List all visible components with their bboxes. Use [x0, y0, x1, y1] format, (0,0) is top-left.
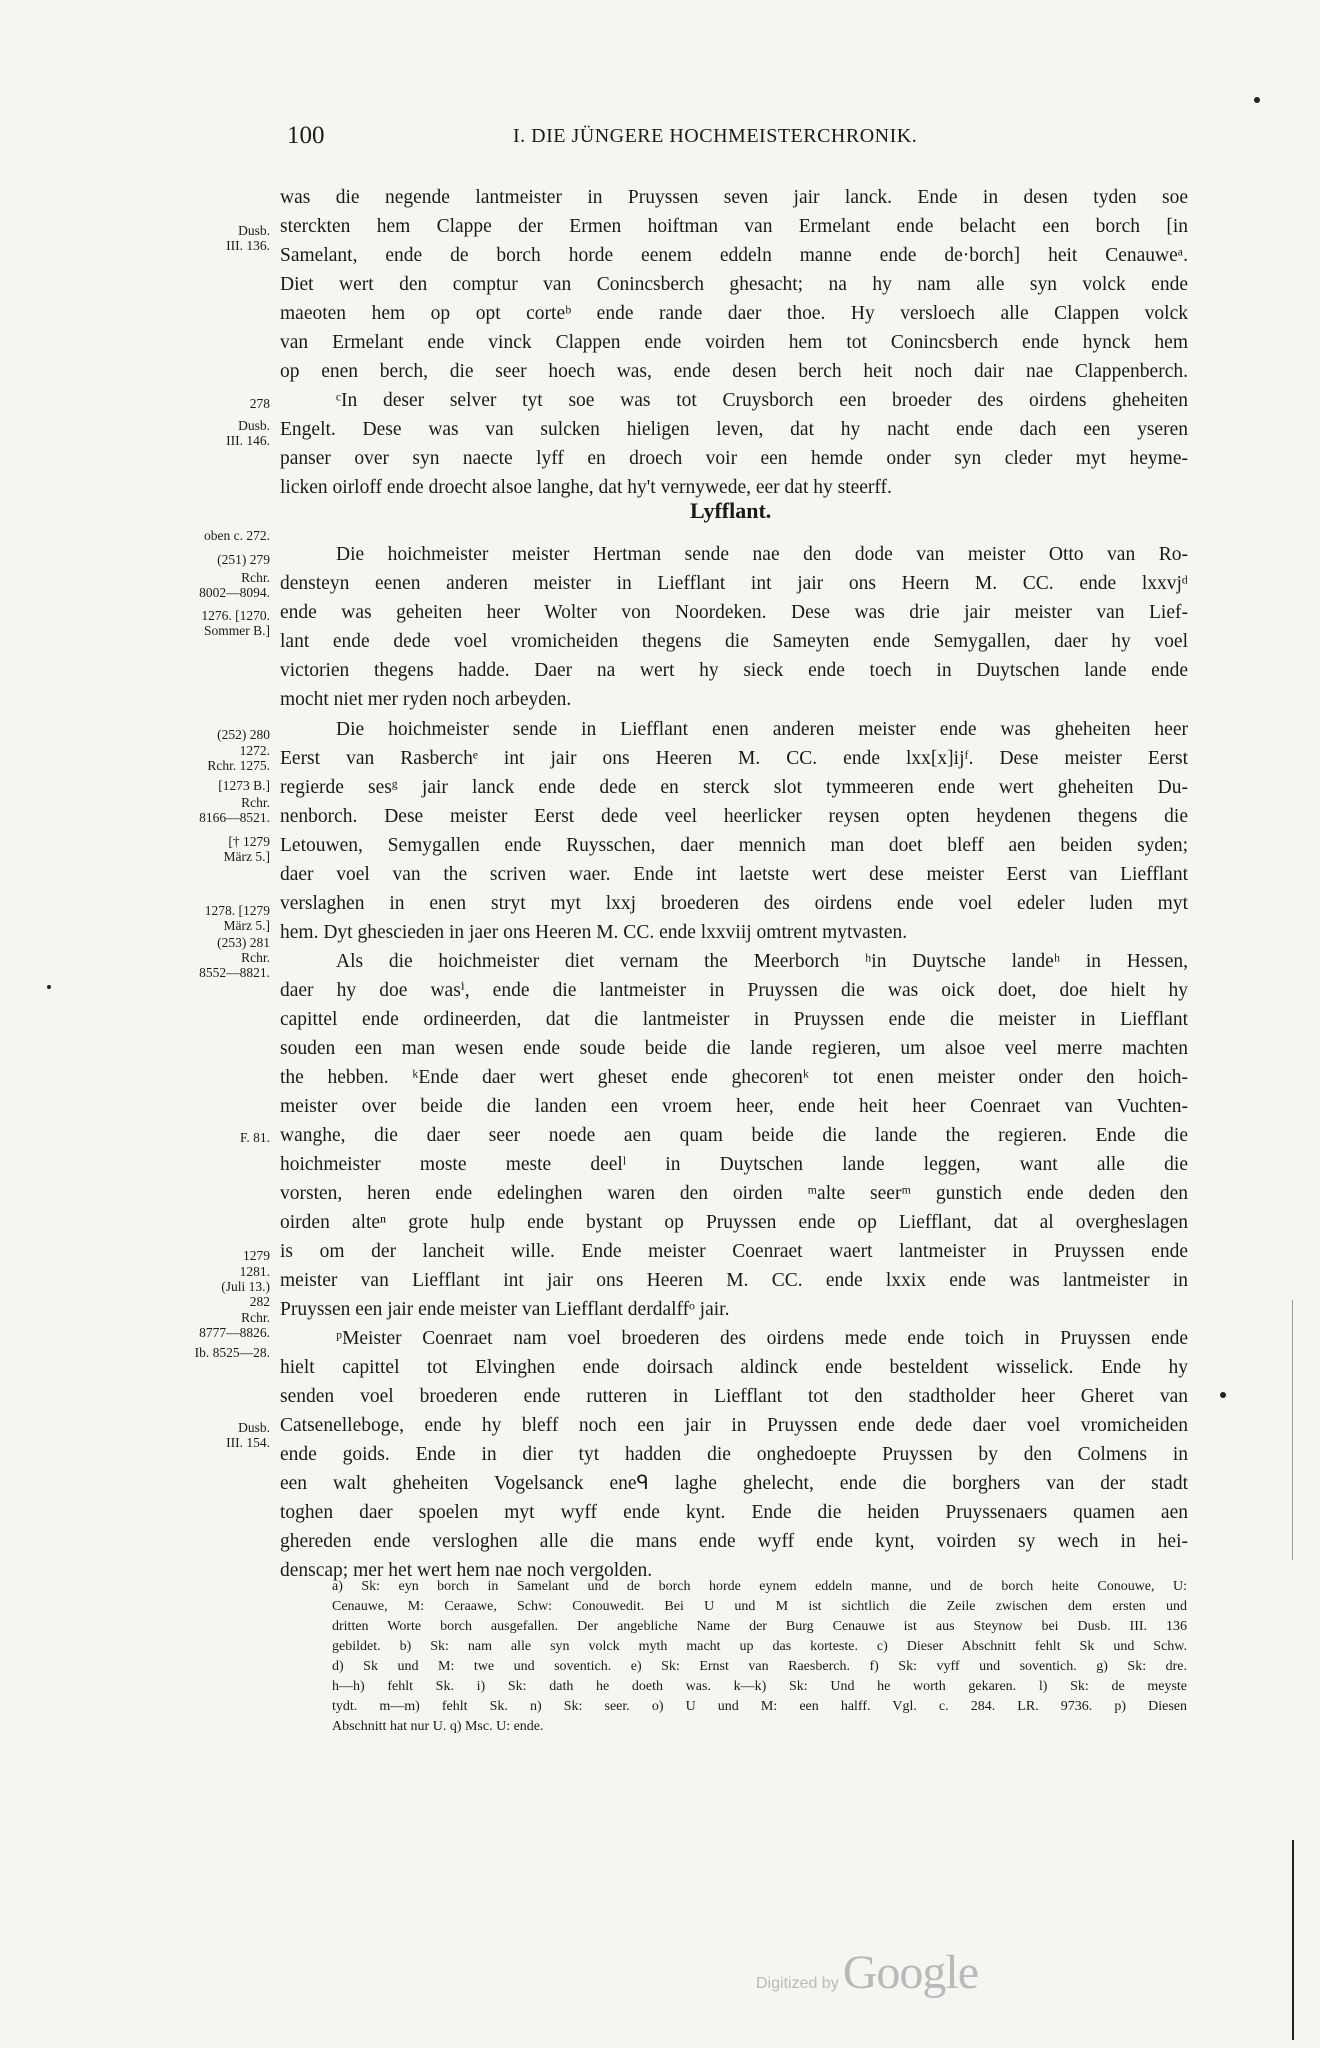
body-line: Pruyssen een jair ende meister van Liefflant derdalffᵒ jair.: [280, 1299, 730, 1320]
body-line: panser over syn naecte lyff en droech voir een hemde onder syn cleder myt heyme-: [280, 448, 1188, 469]
margin-note: F. 81.: [239, 1130, 270, 1145]
body-line: is om der lancheit wille. Ende meister Coenraet waert lantmeister in Pruyssen ende: [280, 1241, 1188, 1262]
digitized-watermark: [756, 1945, 978, 2000]
body-line: hoichmeister moste meste deelˡ in Duytschen lande leggen, want alle die: [280, 1154, 1188, 1175]
footnote-line: h—h) fehlt Sk. i) Sk: dath he doeth was. k—k) Sk: Und he worth gekaren. l) Sk: de meyste: [332, 1679, 1187, 1694]
body-line: lant ende dede voel vromicheiden thegens die Sameyten ende Semygallen, daer hy voel: [280, 631, 1188, 652]
body-line: ende goids. Ende in dier tyt hadden die onghedoepte Pruyssen by den Colmens in: [280, 1444, 1188, 1465]
margin-note: Rchr. 8166—8521.: [199, 795, 270, 825]
body-line: een walt gheheiten Vogelsanck eneᑫ laghe ghelecht, ende die borghers van der stadt: [280, 1473, 1188, 1494]
page-number: 100: [287, 122, 325, 149]
footnote-line: tydt. m—m) fehlt Sk. n) Sk: seer. o) U und M: een halff. Vgl. c. 284. LR. 9736. p) Diesen: [332, 1699, 1187, 1714]
body-line: mocht niet mer ryden noch arbeyden.: [280, 689, 572, 710]
footnote-line: Abschnitt hat nur U. q) Msc. U: ende.: [332, 1719, 544, 1734]
margin-note: 278: [249, 396, 270, 411]
footnote-line: a) Sk: eyn borch in Samelant und de borch horde eynem eddeln manne, und de borch heite Conouwe, U:: [332, 1579, 1187, 1594]
margin-note: 1281. (Juli 13.) 282: [221, 1264, 270, 1309]
body-line: daer hy doe wasⁱ, ende die lantmeister in Pruyssen die was oick doet, doe hielt hy: [280, 980, 1188, 1001]
body-line: Engelt. Dese was van sulcken hieligen leven, dat hy nacht ende dach een yseren: [280, 419, 1188, 440]
body-line: oirden alteⁿ grote hulp ende bystant op Pruyssen ende op Liefflant, dat al overgheslagen: [280, 1212, 1188, 1233]
body-line: Die hoichmeister meister Hertman sende nae den dode van meister Otto van Ro-: [336, 544, 1188, 565]
footnote-line: d) Sk und M: twe und soventich. e) Sk: Ernst van Raesberch. f) Sk: vyff und soventich. g) Sk: dre.: [332, 1659, 1187, 1674]
body-line: victorien thegens hadde. Daer na wert hy sieck ende toech in Duytschen lande ende: [280, 660, 1188, 681]
body-line: Catsenelleboge, ende hy bleff noch een jair in Pruyssen ende dede daer voel vromicheiden: [280, 1415, 1188, 1436]
margin-note: [1273 B.]: [218, 778, 270, 793]
footnote-line: dritten Worte borch ausgefallen. Der angebliche Name der Burg Cenauwe ist aus Steynow bei Dusb. III. 136: [332, 1619, 1187, 1634]
margin-note: (251) 279: [217, 552, 270, 567]
margin-note: 1279: [243, 1248, 270, 1263]
body-line: meister van Liefflant int jair ons Heeren M. CC. ende lxxix ende was lantmeister in: [280, 1270, 1188, 1291]
body-line: Samelant, ende de borch horde eenem eddeln manne ende de·borch] heit Cenauweᵃ.: [280, 245, 1188, 266]
body-line: the hebben. ᵏEnde daer wert gheset ende ghecorenᵏ tot enen meister onder den hoich-: [280, 1067, 1188, 1088]
body-line: Diet wert den comptur van Conincsberch ghesacht; na hy nam alle syn volck ende: [280, 274, 1188, 295]
body-line: senden voel broederen ende rutteren in Liefflant tot den stadtholder heer Gheret van: [280, 1386, 1188, 1407]
body-line: regierde sesᵍ jair lanck ende dede en sterck slot tymmeeren ende wert gheheiten Du-: [280, 777, 1188, 798]
scan-speck: [47, 985, 51, 989]
body-line: Die hoichmeister sende in Liefflant enen anderen meister ende was gheheiten heer: [336, 719, 1188, 740]
body-line: ghereden ende versloghen alle die mans ende wyff ende kynt, voirden sy wech in hei-: [280, 1531, 1188, 1552]
body-line: was die negende lantmeister in Pruyssen seven jair lanck. Ende in desen tyden soe: [280, 187, 1188, 208]
margin-note: 1278. [1279 März 5.]: [204, 903, 270, 933]
running-head: I. DIE JÜNGERE HOCHMEISTERCHRONIK.: [513, 125, 918, 147]
body-line: van Ermelant ende vinck Clappen ende voirden hem tot Conincsberch ende hynck hem: [280, 332, 1188, 353]
body-line: op enen berch, die seer hoech was, ende desen berch heit noch dair nae Clappenberch.: [280, 361, 1188, 382]
body-line: denscap; mer het wert hem nae noch vergolden.: [280, 1560, 653, 1581]
margin-bullet: [1220, 1392, 1226, 1398]
body-line: meister over beide die landen een vroem heer, ende heit heer Coenraet van Vuchten-: [280, 1096, 1188, 1117]
body-line: verslaghen in enen stryt myt lxxj broederen des oirdens ende voel edeler luden myt: [280, 893, 1188, 914]
body-line: Als die hoichmeister diet vernam the Meerborch ʰin Duytsche landeʰ in Hessen,: [336, 951, 1188, 972]
margin-note: Dusb. III. 146.: [226, 418, 270, 448]
footnote-line: Cenauwe, M: Ceraawe, Schw: Conouwedit. Bei U und M ist sichtlich die Zeile zwischen dem ersten und: [332, 1599, 1187, 1614]
body-line: toghen daer spoelen myt wyff ende kynt. Ende die heiden Pruyssenaers quamen aen: [280, 1502, 1188, 1523]
body-line: daer voel van the scriven waer. Ende int laetste wert dese meister Eerst van Liefflant: [280, 864, 1188, 885]
body-line: nenborch. Dese meister Eerst dede veel heerlicker reysen opten heydenen thegens die: [280, 806, 1188, 827]
body-line: vorsten, heren ende edelinghen waren den oirden ᵐalte seerᵐ gunstich ende deden den: [280, 1183, 1188, 1204]
body-line: licken oirloff ende droecht alsoe langhe, dat hy't vernywede, eer dat hy steerff.: [280, 477, 892, 498]
body-line: wanghe, die daer seer noede aen quam beide die lande the regieren. Ende die: [280, 1125, 1188, 1146]
margin-note: Dusb. III. 154.: [226, 1420, 270, 1450]
margin-note: 1272. Rchr. 1275.: [207, 743, 270, 773]
body-line: souden een man wesen ende soude beide die lande regieren, um alsoe veel merre machten: [280, 1038, 1188, 1059]
body-line: capittel ende ordineerden, dat die lantmeister in Pruyssen ende die meister in Liefflant: [280, 1009, 1188, 1030]
body-line: ende was geheiten heer Wolter von Noordeken. Dese was drie jair meister van Lief-: [280, 602, 1188, 623]
section-heading: Lyfflant.: [690, 498, 772, 523]
body-line: Eerst van Rasberchᵉ int jair ons Heeren M. CC. ende lxx[x]ijᶠ. Dese meister Eerst: [280, 748, 1188, 769]
footnote-line: gebildet. b) Sk: nam alle syn volck myth macht up das korteste. c) Dieser Abschnitt fehlt Sk und Schw.: [332, 1639, 1187, 1654]
watermark-prefix: Digitized by: [756, 1975, 839, 1992]
margin-note: Rchr. 8777—8826.: [199, 1310, 270, 1340]
body-line: ᵖMeister Coenraet nam voel broederen des oirdens mede ende toich in Pruyssen ende: [336, 1328, 1188, 1349]
page-header: [287, 122, 1187, 156]
body-line: hem. Dyt ghescieden in jaer ons Heeren M. CC. ende lxxviij omtrent mytvasten.: [280, 922, 908, 943]
margin-note: (252) 280: [217, 727, 270, 742]
body-line: sterckten hem Clappe der Ermen hoiftman van Ermelant ende belacht een borch [in: [280, 216, 1188, 237]
body-line: Letouwen, Semygallen ende Ruysschen, daer mennich man doet bleff aen beiden syden;: [280, 835, 1188, 856]
scan-speck: [1254, 97, 1260, 103]
margin-note: 1276. [1270. Sommer B.]: [201, 608, 270, 638]
body-line: ᶜIn deser selver tyt soe was tot Cruysborch een broeder des oirdens gheheiten: [336, 390, 1188, 411]
margin-note: (253) 281 Rchr. 8552—8821.: [199, 935, 270, 980]
body-line: maeoten hem op opt corteᵇ ende rande daer thoe. Hy versloech alle Clappen volck: [280, 303, 1188, 324]
page-edge-line: [1292, 1840, 1294, 2040]
footnotes: [332, 1577, 1187, 1737]
page-edge-line: [1292, 1300, 1293, 1560]
body-line: densteyn eenen anderen meister in Liefflant int jair ons Heern M. CC. ende lxxvjᵈ: [280, 573, 1188, 594]
margin-note: oben c. 272.: [204, 528, 270, 543]
margin-note: Ib. 8525—28.: [194, 1345, 270, 1360]
google-logo: Google: [842, 1946, 979, 1999]
margin-note: Dusb. III. 136.: [226, 223, 270, 253]
body-line: hielt capittel tot Elvinghen ende doirsach aldinck ende besteldent wisselick. Ende hy: [280, 1357, 1188, 1378]
margin-note: [† 1279 März 5.]: [223, 834, 270, 864]
margin-note: Rchr. 8002—8094.: [199, 570, 270, 600]
